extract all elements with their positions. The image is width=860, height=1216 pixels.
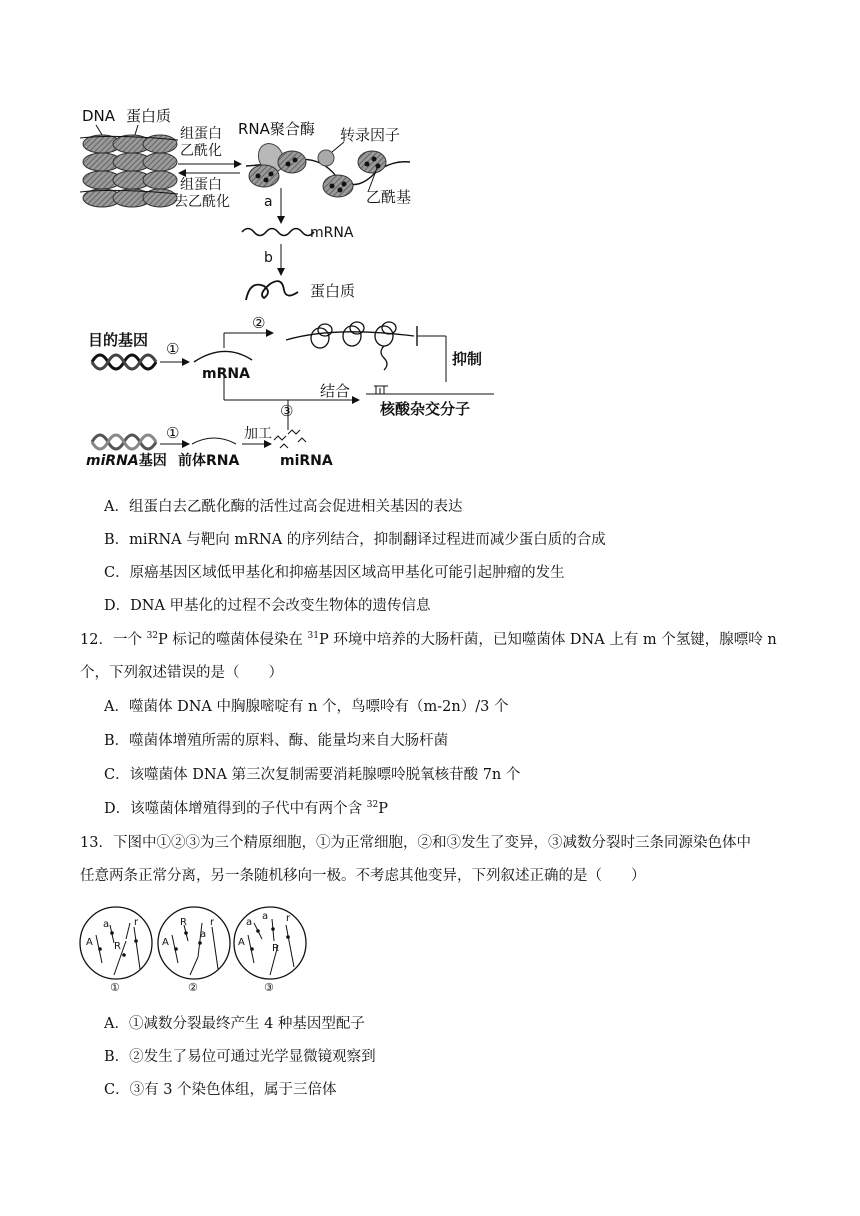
label-step1-bottom: ① — [166, 424, 180, 442]
label-target-gene: 目的基因 — [88, 331, 149, 349]
label-deacetylation-2: 去乙酰化 — [174, 194, 230, 210]
label-step-a: a — [264, 194, 273, 210]
q13-stem-line2: 任意两条正常分离，另一条随机移向一极。不考虑其他变异，下列叙述正确的是（ ） — [80, 868, 646, 884]
label-acetyl-group: 乙酰基 — [366, 188, 412, 206]
ribosomes — [286, 322, 414, 370]
cell-2 — [158, 907, 230, 993]
q12-stem-line2: 个，下列叙述错误的是（ ） — [80, 665, 283, 681]
q12-option-d-text: D．该噬菌体增殖得到的子代中有两个含 — [104, 801, 367, 817]
q12-option-c[interactable]: C．该噬菌体 DNA 第三次复制需要消耗腺嘌呤脱氧核苷酸 7n 个 — [104, 767, 521, 783]
cell-2-gene-A: A — [162, 937, 169, 948]
q11-option-a[interactable]: A．组蛋白去乙酰化酶的活性过高会促进相关基因的表达 — [104, 499, 463, 515]
label-step3: ③ — [280, 402, 294, 420]
svg-text:miRNA基因 — [86, 452, 167, 469]
label-protein-top: 蛋白质 — [126, 107, 172, 125]
q12-option-a[interactable]: A．噬菌体 DNA 中胸腺嘧啶有 n 个，鸟嘌呤有（m-2n）/3 个 — [104, 699, 509, 715]
q12-stem-part2: P 标记的噬菌体侵染在 — [158, 632, 308, 648]
hybrid-symbol — [374, 386, 388, 394]
label-mirna-gene-suffix: 基因 — [138, 453, 167, 469]
label-mrna: mRNA — [310, 225, 354, 241]
q12-sup-31: 31 — [307, 631, 319, 641]
cell-3-gene-a1: a — [246, 917, 253, 928]
cell-3-gene-R: R — [272, 943, 279, 954]
mrna-wave — [242, 229, 314, 236]
q13-stem-line1: 13．下图中①②③为三个精原细胞，①为正常细胞，②和③发生了变异，③减数分裂时三条同源染色体中 — [80, 835, 751, 851]
label-rna-polymerase: RNA聚合酶 — [238, 120, 315, 138]
label-hybrid-molecule: 核酸杂交分子 — [380, 400, 471, 418]
q12-stem-line1 — [80, 630, 777, 650]
cell-1-label: ① — [110, 981, 120, 993]
label-deacetylation-1: 组蛋白 — [180, 177, 222, 193]
cell-2-gene-a: a — [200, 929, 207, 940]
cell-1-gene-a: a — [103, 919, 110, 930]
q12-option-b[interactable]: B．噬菌体增殖所需的原料、酶、能量均来自大肠杆菌 — [104, 733, 449, 749]
q11-option-b[interactable]: B．miRNA 与靶向 mRNA 的序列结合，抑制翻译过程进而减少蛋白质的合成 — [104, 532, 606, 548]
cell-1-gene-A: A — [86, 937, 93, 948]
q11-option-d[interactable]: D．DNA 甲基化的过程不会改变生物体的遗传信息 — [104, 598, 431, 614]
cell-3-gene-r: r — [286, 913, 291, 924]
chromatin-figure — [74, 104, 434, 309]
label-step2: ② — [252, 314, 266, 332]
q12-sup-32: 32 — [146, 631, 159, 641]
q13-option-a[interactable]: A．①减数分裂最终产生 4 种基因型配子 — [104, 1016, 365, 1032]
condensed-chromatin — [80, 135, 178, 207]
q12-stem-part3: P 环境中培养的大肠杆菌，已知噬菌体 DNA 上有 m 个氢键，腺嘌呤 n — [318, 632, 777, 648]
label-mirna-gene-italic: miRNA — [86, 453, 139, 469]
q13-option-c[interactable]: C．③有 3 个染色体组，属于三倍体 — [104, 1082, 337, 1098]
label-mirna: miRNA — [280, 453, 333, 469]
label-dna: DNA — [82, 107, 116, 125]
mirna-fragments — [274, 430, 306, 448]
mirna-gene-helix — [92, 435, 156, 449]
q13-option-b[interactable]: B．②发生了易位可通过光学显微镜观察到 — [104, 1049, 376, 1065]
cell-3-label: ③ — [264, 981, 274, 993]
mirna-figure — [84, 312, 504, 470]
label-step1-top: ① — [166, 340, 180, 358]
cell-2-gene-R: R — [180, 917, 187, 928]
cell-2-label: ② — [188, 981, 198, 993]
cell-1 — [80, 907, 152, 993]
cell-1-gene-r: r — [134, 917, 139, 928]
protein-coil — [246, 281, 298, 300]
label-inhibit: 抑制 — [452, 350, 483, 368]
label-acetylation-2: 乙酰化 — [180, 143, 222, 159]
cell-3 — [234, 907, 306, 993]
q11-option-c[interactable]: C．原癌基因区域低甲基化和抑癌基因区域高甲基化可能引起肿瘤的发生 — [104, 565, 565, 581]
q12-option-d-tail: P — [378, 801, 388, 817]
q12-stem-part1: 12．一个 — [80, 632, 147, 648]
q12-option-d-sup: 32 — [366, 800, 379, 810]
label-transcription-factor: 转录因子 — [340, 126, 401, 144]
label-bind: 结合 — [320, 382, 351, 400]
cell-1-gene-R: R — [114, 941, 121, 952]
label-processing: 加工 — [244, 426, 272, 442]
label-step-b: b — [264, 250, 273, 266]
label-mrna-2: mRNA — [202, 366, 250, 382]
label-acetylation-1: 组蛋白 — [180, 126, 222, 142]
label-precursor-rna: 前体RNA — [178, 453, 240, 469]
target-gene-helix — [92, 355, 156, 369]
cells-figure — [78, 905, 310, 993]
cell-3-gene-a2: a — [262, 911, 269, 922]
q12-option-d[interactable] — [104, 799, 388, 819]
cell-3-gene-A: A — [238, 937, 245, 948]
cell-2-gene-r: r — [210, 917, 215, 928]
label-protein-bottom: 蛋白质 — [310, 282, 356, 300]
